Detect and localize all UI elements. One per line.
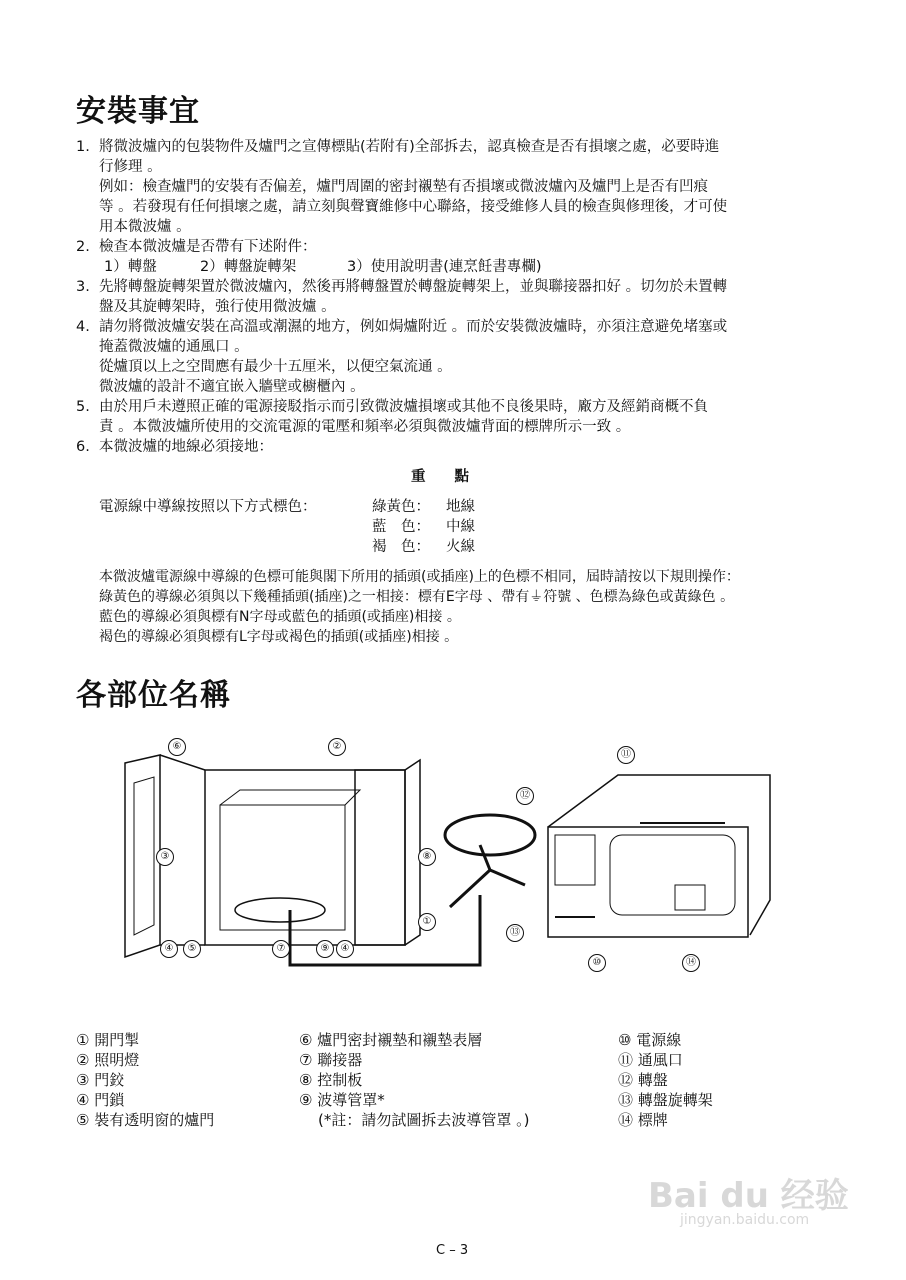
baidu-watermark-url: jingyan.baidu.com	[680, 1212, 810, 1228]
wire-name: 地線	[446, 499, 475, 515]
item-text: 請勿將微波爐安裝在高溫或潮濕的地方，例如焗爐附近 。而於安裝微波爐時，亦須注意避免堵塞或	[99, 319, 728, 335]
legend-note: (*註：請勿試圖拆去波導管罩 。)	[318, 1111, 530, 1129]
item-text: 本微波爐的地線必須接地：	[99, 439, 273, 455]
item-number: 3.	[76, 279, 90, 295]
callout-11: ⑪	[617, 746, 635, 764]
legend-item: ⑦ 聯接器	[299, 1051, 363, 1069]
wiring-note: 本微波爐電源線中導線的色標可能與閣下所用的插頭(或插座)上的色標不相同，屆時請按以下規則操作：	[99, 569, 740, 585]
legend-item: ⑪ 通風口	[618, 1051, 683, 1069]
section-title-installation: 安裝事宜	[76, 94, 200, 129]
legend-item: ① 開門掣	[76, 1031, 140, 1049]
callout-6: ⑥	[168, 738, 186, 756]
legend-item: ⑨ 波導管罩*	[299, 1091, 385, 1109]
section-title-parts: 各部位名稱	[76, 678, 231, 713]
wire-color: 褐 色：	[372, 539, 430, 555]
microwave-parts-diagram	[100, 735, 800, 975]
item-number: 5.	[76, 399, 90, 415]
page-number: C – 3	[436, 1243, 469, 1258]
callout-1: ①	[418, 913, 436, 931]
item-text: 盤及其旋轉架時，強行使用微波爐 。	[99, 299, 336, 315]
callout-4b: ④	[336, 940, 354, 958]
item-text: 由於用戶未遵照正確的電源接駁指示而引致微波爐損壞或其他不良後果時，廠方及經銷商概不負	[99, 399, 708, 415]
item-number: 1.	[76, 139, 90, 155]
callout-8: ⑧	[418, 848, 436, 866]
item-text: 用本微波爐 。	[99, 219, 191, 235]
callout-13: ⑬	[506, 924, 524, 942]
item-text: 掩蓋微波爐的通風口 。	[99, 339, 249, 355]
wire-color: 綠黃色：	[372, 499, 430, 515]
accessory-turntable: 1）轉盤	[104, 259, 157, 275]
wiring-note: 褐色的導線必須與標有L字母或褐色的插頭(或插座)相接 。	[99, 629, 459, 645]
legend-item: ④ 門鎖	[76, 1091, 125, 1109]
item-text: 從爐頂以上之空間應有最少十五厘米，以便空氣流通 。	[99, 359, 452, 375]
wire-name: 火線	[446, 539, 475, 555]
item-number: 2.	[76, 239, 90, 255]
accessory-roller-ring: 2）轉盤旋轉架	[200, 259, 297, 275]
callout-12: ⑫	[516, 787, 534, 805]
accessory-manual: 3）使用說明書(連烹飪書專欄)	[347, 259, 542, 275]
callout-9: ⑨	[316, 940, 334, 958]
wire-name: 中線	[446, 519, 475, 535]
legend-item: ⑧ 控制板	[299, 1071, 363, 1089]
wiring-note: 綠黃色的導線必須與以下幾種插頭(插座)之一相接：標有E字母 、帶有⏚符號 、色標為綠色或黃綠色 。	[99, 589, 735, 605]
item-text: 檢查本微波爐是否帶有下述附件：	[99, 239, 317, 255]
item-text: 行修理 。	[99, 159, 162, 175]
legend-item: ⑭ 標牌	[618, 1111, 668, 1129]
item-text: 將微波爐內的包裝物件及爐門之宣傳標貼(若附有)全部拆去，認真檢查是否有損壞之處，必要時進	[99, 139, 720, 155]
item-text: 例如：檢查爐門的安裝有否偏差，爐門周圍的密封襯墊有否損壞或微波爐內及爐門上是否有凹痕	[99, 179, 708, 195]
callout-10: ⑩	[588, 954, 606, 972]
legend-item: ⑫ 轉盤	[618, 1071, 668, 1089]
item-text: 先將轉盤旋轉架置於微波爐內，然後再將轉盤置於轉盤旋轉架上，並與聯接器扣好 。切勿於未置轉	[99, 279, 728, 295]
callout-4: ④	[160, 940, 178, 958]
item-text: 等 。若發現有任何損壞之處，請立刻與聲寶維修中心聯絡，接受維修人員的檢查與修理後，才可使	[99, 199, 728, 215]
item-text: 責 。本微波爐所使用的交流電源的電壓和頻率必須與微波爐背面的標牌所示一致 。	[99, 419, 631, 435]
callout-3: ③	[156, 848, 174, 866]
callout-7: ⑦	[272, 940, 290, 958]
wire-color-label: 電源線中導線按照以下方式標色：	[99, 499, 317, 515]
legend-item: ⑩ 電源線	[618, 1031, 682, 1049]
callout-14: ⑭	[682, 954, 700, 972]
legend-item: ⑬ 轉盤旋轉架	[618, 1091, 713, 1109]
item-text: 微波爐的設計不適宜嵌入牆壁或櫥櫃內 。	[99, 379, 365, 395]
important-heading: 重 點	[411, 469, 469, 485]
legend-item: ⑥ 爐門密封襯墊和襯墊表層	[299, 1031, 483, 1049]
wiring-note: 藍色的導線必須與標有N字母或藍色的插頭(或插座)相接 。	[99, 609, 461, 625]
wire-color: 藍 色：	[372, 519, 430, 535]
legend-item: ⑤ 裝有透明窗的爐門	[76, 1111, 215, 1129]
item-number: 6.	[76, 439, 90, 455]
legend-item: ② 照明燈	[76, 1051, 140, 1069]
baidu-watermark: Bai du 经验	[648, 1176, 849, 1216]
legend-item: ③ 門鉸	[76, 1071, 125, 1089]
item-number: 4.	[76, 319, 90, 335]
callout-5: ⑤	[183, 940, 201, 958]
callout-2: ②	[328, 738, 346, 756]
